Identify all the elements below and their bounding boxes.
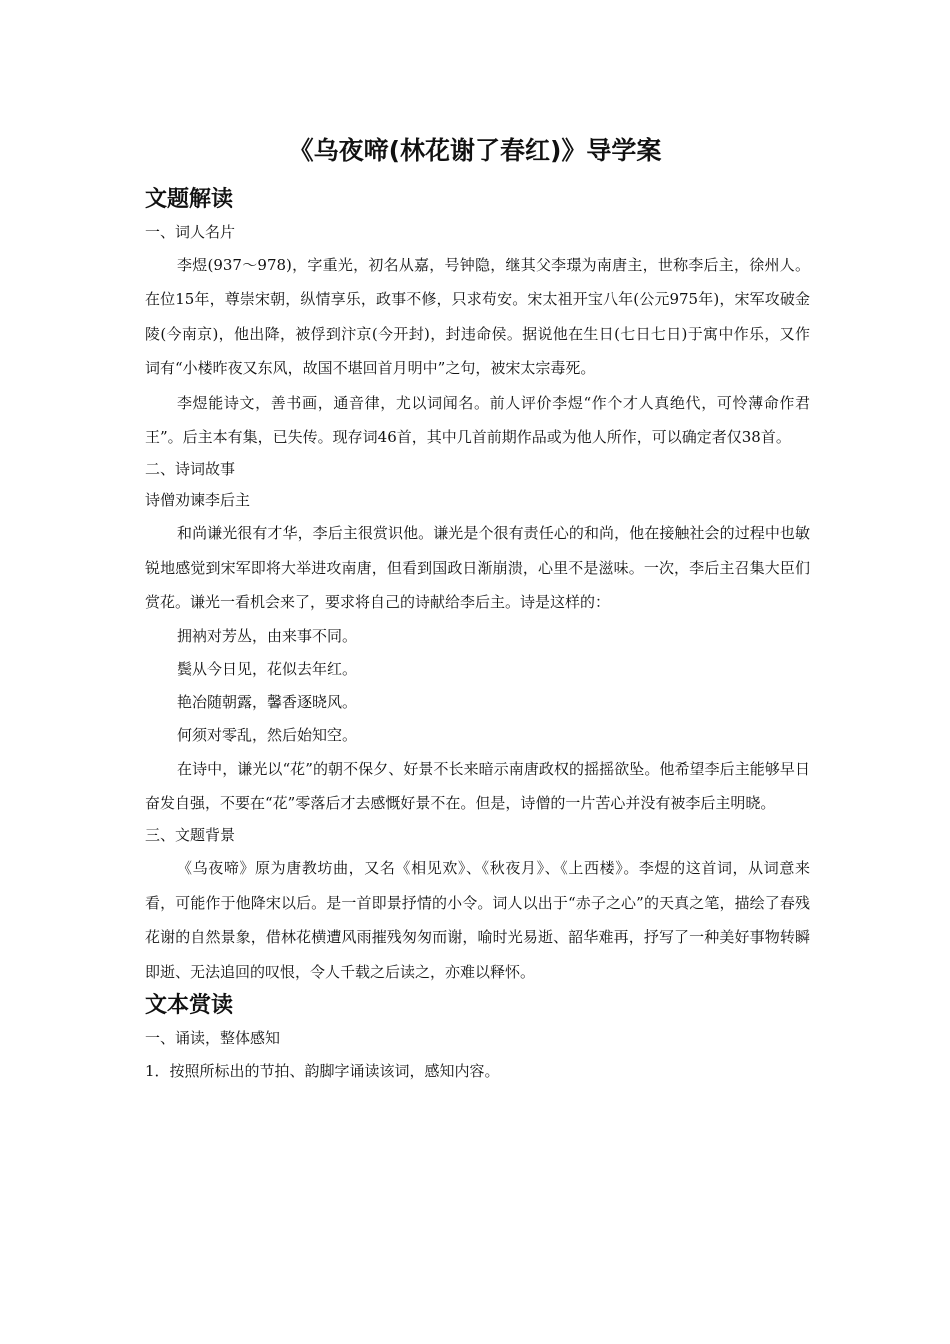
subheading-poem-story: 二、诗词故事 xyxy=(145,460,236,479)
section-heading-title-interpretation: 文题解读 xyxy=(145,187,234,212)
story-title: 诗僧劝谏李后主 xyxy=(145,491,251,510)
poem-line: 艳冶随朝露，馨香逐晓风。 xyxy=(177,692,358,711)
paragraph-poet-works: 李煜能诗文，善书画，通音律，尤以词闻名。前人评价李煜“作个才人真绝代，可怜薄命作君王”。后主本有集，已失传。现存词46首，其中几首前期作品或为他人所作，可以确定者仅38首。 xyxy=(145,393,810,447)
document-body xyxy=(145,183,810,1088)
poem-line: 鬓从今日见，花似去年红。 xyxy=(177,659,358,678)
paragraph-background: 《乌夜啼》原为唐教坊曲，又名《相见欢》、《秋夜月》、《上西楼》。李煜的这首词，从词意来看，可能作于他降宋以后。是一首即景抒情的小令。词人以出于“赤子之心”的天真之笔，描绘了春残花谢的自然景象，借林花横遭风雨摧残匆匆而谢，喻时光易逝、韶华难再，抒写了一种美好事物转瞬即逝、无法追回的叹恨，令人千载之后读之，亦难以释怀。 xyxy=(145,859,810,981)
question-item: 1．按照所标出的节拍、韵脚字诵读该词，感知内容。 xyxy=(145,1062,500,1081)
subheading-recitation: 一、诵读，整体感知 xyxy=(145,1029,281,1048)
paragraph-poem-analysis: 在诗中，谦光以“花”的朝不保夕、好景不长来暗示南唐政权的摇摇欲坠。他希望李后主能够早日奋发自强，不要在“花”零落后才去感慨好景不在。但是，诗僧的一片苦心并没有被李后主明晓。 xyxy=(145,759,810,813)
subheading-poet-profile: 一、词人名片 xyxy=(145,223,236,241)
poem-line: 拥衲对芳丛，由来事不同。 xyxy=(177,626,358,645)
section-heading-text-appreciation: 文本赏读 xyxy=(145,993,234,1019)
paragraph-poet-bio: 李煜(937～978)，字重光，初名从嘉，号钟隐，继其父李璟为南唐主，世称李后主，徐州人。在位15年，尊崇宋朝，纵情享乐，政事不修，只求苟安。宋太祖开宝八年(公元975年)，宋军攻破金陵(今南京)，他出降，被俘到汴京(今开封)，封违命侯。据说他在生日(七日七日)于寓中作乐，又作词有“小楼昨夜又东风，故国不堪回首月明中”之句，被宋太宗毒死。 xyxy=(145,256,810,378)
document-title: 《乌夜啼(林花谢了春红)》导学案 xyxy=(288,136,662,165)
poem-line: 何须对零乱，然后始知空。 xyxy=(177,725,358,744)
subheading-background: 三、文题背景 xyxy=(145,826,236,845)
paragraph-story: 和尚谦光很有才华，李后主很赏识他。谦光是个很有责任心的和尚，他在接触社会的过程中也敏锐地感觉到宋军即将大举进攻南唐，但看到国政日渐崩溃，心里不是滋味。一次，李后主召集大臣们赏花。谦光一看机会来了，要求将自己的诗献给李后主。诗是这样的： xyxy=(145,524,810,612)
